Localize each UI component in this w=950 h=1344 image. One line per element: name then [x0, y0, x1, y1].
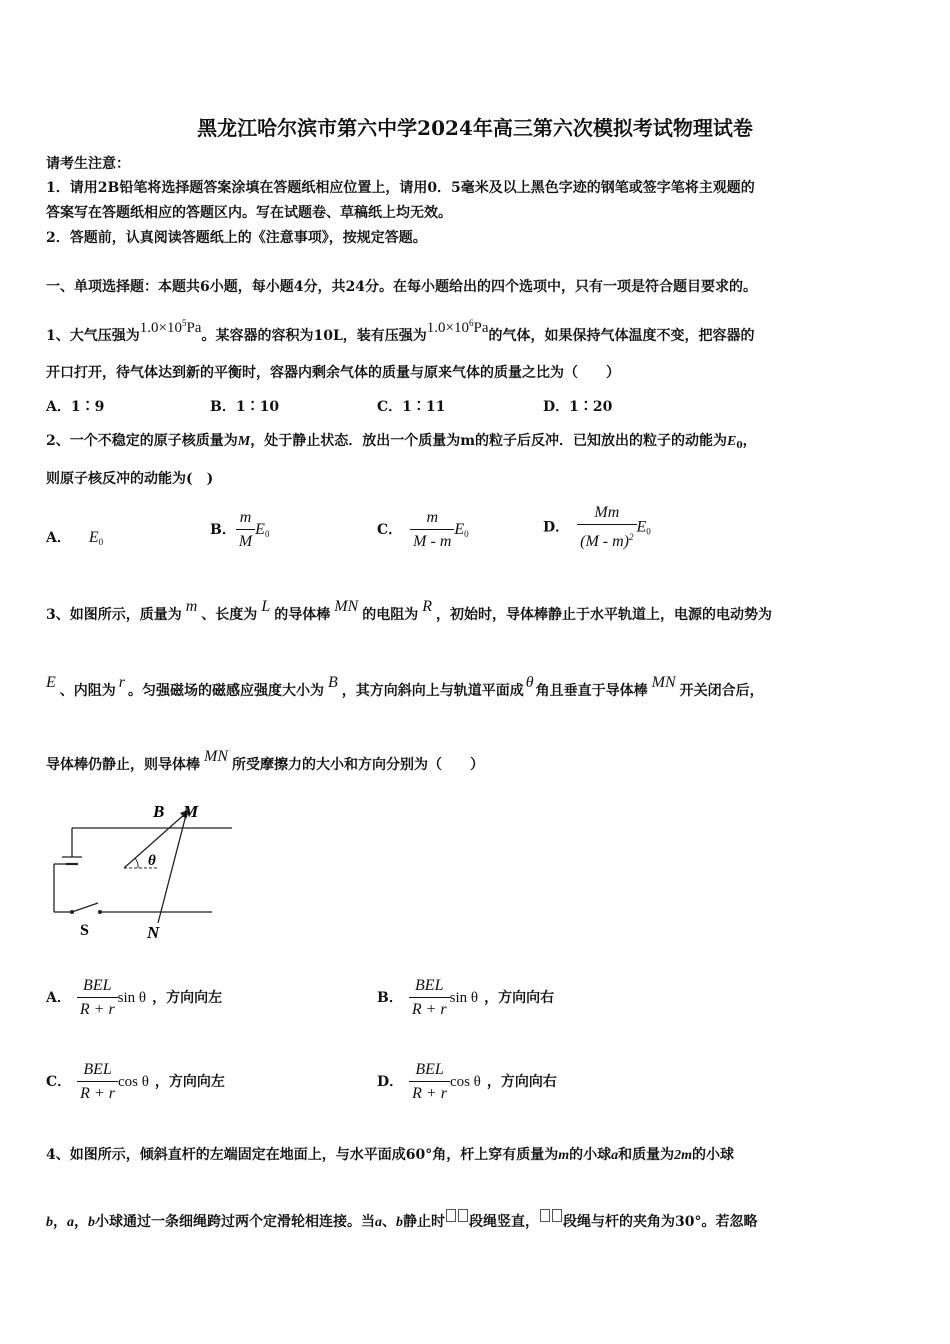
- question-2-line-2: 则原子核反冲的动能为( ): [46, 471, 214, 487]
- q2-mass-M: M: [237, 434, 251, 449]
- q4-var-a: a: [611, 1148, 619, 1163]
- q4-text-f: ，: [74, 1214, 88, 1230]
- q3-text-g: 。匀强磁场的磁感应强度大小为: [128, 683, 325, 699]
- q3-text-c: 的导体棒: [274, 607, 331, 623]
- q2-option-a-sub: 0: [98, 537, 104, 547]
- q4-var-m: m: [558, 1148, 570, 1163]
- conductor-rod-MN: [158, 815, 186, 923]
- q2-option-a-label: A．: [46, 530, 71, 546]
- q1-pressure-2-base: 1.0×10: [426, 320, 470, 336]
- q2-option-d-den-base: (M - m): [580, 533, 630, 550]
- q2-option-c-label: C．: [377, 522, 403, 538]
- q2-option-c-den: M - m: [410, 529, 454, 552]
- q3-option-c-label: C．: [46, 1074, 72, 1090]
- question-3-line-2: [46, 673, 764, 701]
- q1-pressure-1: [140, 320, 202, 336]
- q2-option-c: [377, 508, 469, 552]
- q1-text-b: 。某容器的容积为10L，装有压强为: [201, 328, 427, 344]
- q3-option-c: [46, 1060, 225, 1104]
- q3-text-b: 、长度为: [201, 607, 258, 623]
- q2-text-b: ，处于静止状态．放出一个质量为m的粒子后反冲．已知放出的粒子的动能为: [250, 433, 728, 449]
- question-3-line-1: [46, 597, 772, 625]
- q3-option-d-num: BEL: [415, 1061, 444, 1078]
- q3-option-b-num: BEL: [415, 977, 444, 994]
- q2-option-a: [46, 528, 103, 552]
- q1-option-a: A．1∶9: [46, 399, 105, 415]
- q3-option-c-den: R + r: [77, 1081, 118, 1104]
- q3-text-a: 3、如图所示，质量为: [46, 607, 182, 623]
- q3-var-MN-2: MN: [651, 674, 676, 691]
- q3-var-r: r: [118, 674, 126, 691]
- question-2-line-1: [46, 431, 757, 456]
- missing-glyph-icon: [540, 1209, 550, 1222]
- page-title: 黑龙江哈尔滨市第六中学2024年高三第六次模拟考试物理试卷: [197, 116, 753, 140]
- q2-option-c-num: m: [426, 509, 439, 526]
- q2-energy-sub: 0: [736, 441, 743, 451]
- question-4-line-1: [46, 1145, 734, 1166]
- q3-option-a-den: R + r: [77, 997, 118, 1020]
- q3-option-d-fraction: [409, 1060, 450, 1104]
- q3-text-j: 开关闭合后，: [679, 683, 764, 699]
- q3-option-b-den: R + r: [409, 997, 450, 1020]
- q3-var-theta: θ: [525, 674, 534, 691]
- question-3-line-3: [46, 747, 484, 775]
- q3-option-a-num: BEL: [83, 977, 112, 994]
- q2-option-d-label: D．: [543, 519, 570, 536]
- missing-glyph-icon: [446, 1209, 456, 1222]
- question-1-line-1: [46, 313, 755, 346]
- q1-option-b: B．1∶10: [210, 399, 280, 415]
- q1-pressure-2: [427, 320, 489, 336]
- q3-option-c-fraction: [77, 1060, 118, 1104]
- notice-line-1a: 1．请用2B铅笔将选择题答案涂填在答题纸相应位置上，请用0．5毫米及以上黑色字迹的钢笔或签字笔将主观题的: [46, 180, 755, 196]
- notice-line-2: 2．答题前，认真阅读答题纸上的《注意事项》，按规定答题。: [46, 230, 427, 246]
- q3-var-B: B: [328, 674, 338, 691]
- q3-option-d: [377, 1060, 557, 1104]
- switch-blade: [72, 903, 98, 912]
- q1-text-a: 1、大气压强为: [46, 328, 140, 344]
- q4-text-d: 的小球: [692, 1147, 735, 1163]
- q3-text-l: 所受摩擦力的大小和方向分别为（ ）: [232, 757, 484, 773]
- notice-line-1b: 答案写在答题纸相应的答题区内。写在试题卷、草稿纸上均无效。: [46, 205, 452, 221]
- q2-option-c-fraction: [410, 508, 454, 552]
- q4-text-g: 小球通过一条细绳跨过两个定滑轮相连接。当: [95, 1214, 375, 1230]
- q3-option-b: [377, 976, 554, 1020]
- q3-option-a-dir: ，方向向左: [152, 990, 223, 1006]
- q3-var-R: R: [422, 598, 432, 615]
- q1-pressure-1-unit: Pa: [186, 320, 202, 336]
- q3-text-f: 、内阻为: [59, 683, 116, 699]
- missing-glyph-icon: [552, 1209, 562, 1222]
- q3-option-d-fn: cos θ: [449, 1074, 481, 1090]
- q3-var-MN: MN: [334, 598, 359, 615]
- notice-heading: 请考生注意：: [46, 156, 130, 172]
- q3-circuit-figure: [40, 795, 250, 945]
- q4-var-2m: 2m: [674, 1148, 693, 1163]
- q4-var-a-3: a: [375, 1215, 382, 1230]
- q3-var-MN-3: MN: [204, 748, 228, 765]
- q3-option-a: [46, 976, 222, 1020]
- q3-text-d: 的电阻为: [362, 607, 419, 623]
- q1-option-c: C．1∶11: [377, 399, 446, 415]
- figure-label-B: B: [153, 802, 165, 821]
- q4-text-h: 、: [382, 1214, 396, 1230]
- q4-text-e: ，: [53, 1214, 67, 1230]
- figure-label-M: M: [183, 802, 199, 821]
- q3-option-a-label: A．: [46, 990, 71, 1006]
- figure-label-theta: θ: [148, 853, 156, 869]
- q4-text-k: 段绳与杆的夹角为30°。若忽略: [563, 1214, 758, 1230]
- q2-option-c-E: E: [454, 521, 465, 538]
- q2-option-b-sub: 0: [264, 529, 270, 539]
- q3-var-E: E: [46, 674, 56, 691]
- q1-option-d: D．1∶20: [543, 399, 613, 415]
- q2-option-d-den: [577, 524, 636, 552]
- q1-text-c: 的气体，如果保持气体温度不变，把容器的: [488, 328, 755, 344]
- q2-option-b: [210, 508, 269, 552]
- q3-option-d-label: D．: [377, 1074, 404, 1090]
- q4-text-a: 4、如图所示，倾斜直杆的左端固定在地面上，与水平面成60°角，杆上穿有质量为: [46, 1147, 559, 1163]
- q3-option-d-den: R + r: [409, 1081, 450, 1104]
- q3-option-b-dir: ，方向向右: [484, 990, 555, 1006]
- q2-option-a-E: E: [88, 529, 99, 546]
- q1-pressure-2-exp: 6: [469, 318, 474, 328]
- angle-arc: [135, 858, 138, 868]
- q2-option-b-num: m: [239, 509, 252, 526]
- q3-text-h: ，其方向斜向上与轨道平面成: [341, 683, 524, 699]
- q4-var-b-2: b: [88, 1215, 95, 1230]
- q3-option-c-dir: ，方向向左: [154, 1074, 225, 1090]
- q3-var-L: L: [261, 598, 271, 615]
- q2-energy-E: E: [727, 434, 737, 449]
- missing-glyph-icon: [458, 1209, 468, 1222]
- q3-option-c-fn: cos θ: [117, 1074, 149, 1090]
- q3-option-a-fraction: [77, 976, 118, 1020]
- q2-option-d-den-exp: 2: [629, 532, 634, 542]
- q2-option-d-num: Mm: [594, 504, 620, 521]
- section-1-heading: 一、单项选择题：本题共6小题，每小题4分，共24分。在每小题给出的四个选项中，只有一项是符合题目要求的。: [46, 279, 757, 295]
- switch-contact-right: [98, 910, 102, 914]
- q3-text-e: ，初始时，导体棒静止于水平轨道上，电源的电动势为: [436, 607, 772, 623]
- q3-option-b-fraction: [409, 976, 450, 1020]
- figure-label-N: N: [147, 923, 160, 942]
- q4-text-i: 静止时: [403, 1214, 445, 1230]
- q2-option-b-den: M: [236, 529, 255, 552]
- q2-option-d-sub: 0: [646, 526, 651, 537]
- q4-var-b-3: b: [396, 1215, 403, 1230]
- q3-var-m: m: [185, 598, 198, 615]
- q3-text-i: 角且垂直于导体棒: [535, 683, 648, 699]
- q3-option-d-dir: ，方向向右: [486, 1074, 557, 1090]
- q1-pressure-1-exp: 5: [181, 318, 187, 328]
- q4-text-c: 和质量为: [618, 1147, 675, 1163]
- question-4-line-2: [46, 1209, 757, 1233]
- q3-option-a-fn: sin θ: [117, 990, 147, 1006]
- q2-option-d: [543, 503, 651, 552]
- q2-option-d-fraction: [577, 503, 636, 552]
- q2-option-d-E: E: [636, 518, 647, 536]
- q2-option-c-sub: 0: [464, 529, 469, 539]
- question-1-line-2: 开口打开，待气体达到新的平衡时，容器内剩余气体的质量与原来气体的质量之比为（ ）: [46, 365, 620, 381]
- q4-var-a-2: a: [67, 1215, 74, 1230]
- q4-text-j: 段绳竖直，: [469, 1214, 539, 1230]
- q3-option-b-label: B．: [377, 990, 403, 1006]
- q2-option-b-E: E: [255, 521, 265, 538]
- q4-var-b-1: b: [46, 1215, 53, 1230]
- q4-text-b: 的小球: [569, 1147, 612, 1163]
- q3-option-c-num: BEL: [83, 1061, 112, 1078]
- q3-text-k: 导体棒仍静止，则导体棒: [46, 757, 200, 773]
- q2-text-c: ，: [742, 433, 757, 449]
- q1-pressure-1-base: 1.0×10: [139, 320, 182, 336]
- figure-label-S: S: [80, 922, 89, 939]
- q2-option-b-fraction: [236, 508, 255, 552]
- q2-option-b-label: B．: [210, 522, 236, 538]
- q1-pressure-2-unit: Pa: [473, 320, 489, 336]
- q2-text-a: 2、一个不稳定的原子核质量为: [46, 433, 238, 449]
- q3-option-b-fn: sin θ: [449, 990, 479, 1006]
